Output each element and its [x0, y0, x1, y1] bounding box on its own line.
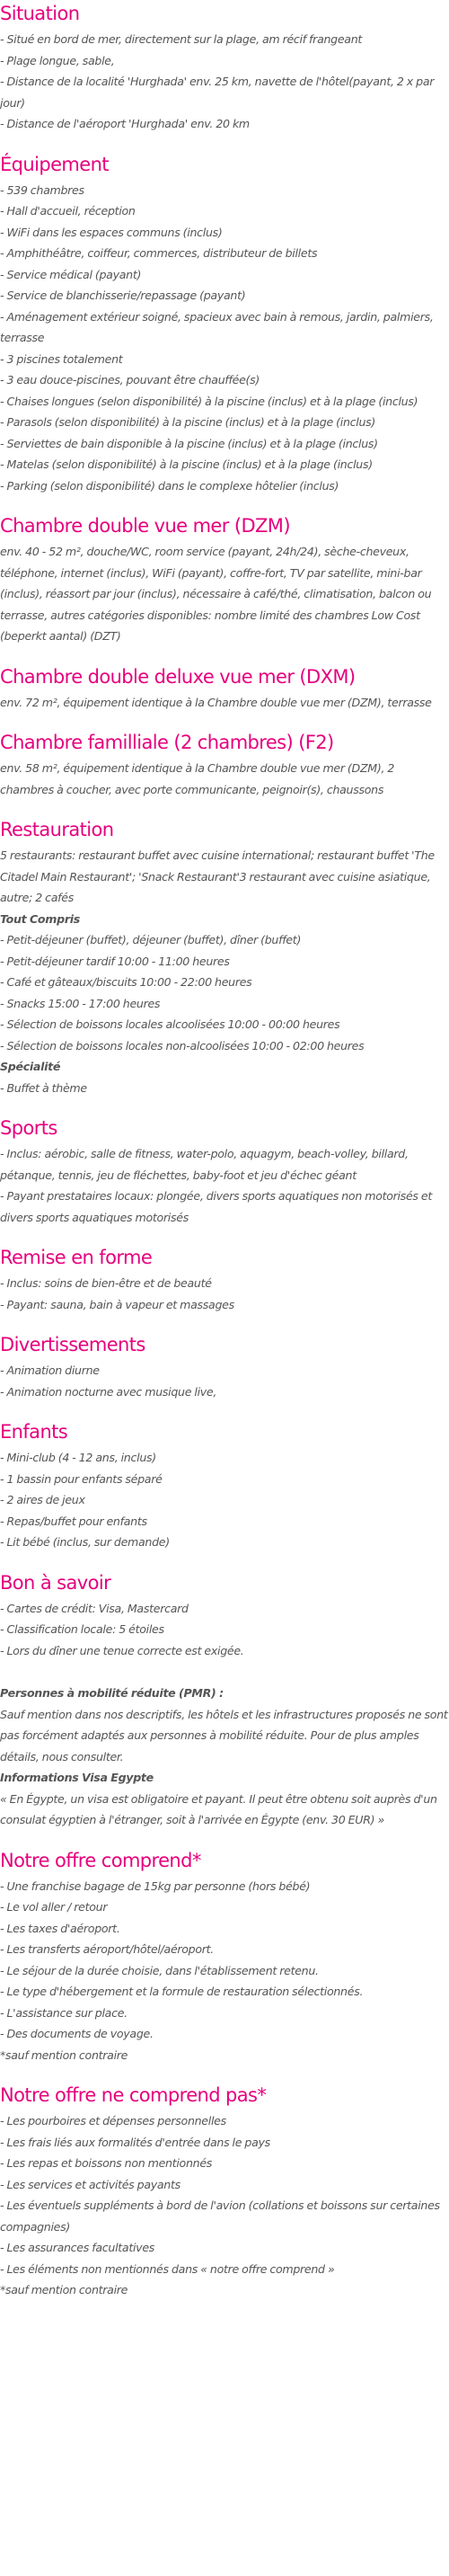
text-line: - Serviettes de bain disponible à la piscine (inclus) et à la plage (inclus) [0, 436, 378, 450]
section-body [0, 541, 449, 647]
text-line: - 539 chambres [0, 182, 84, 197]
section-équipement [0, 151, 449, 513]
text-line: - Le type d'hébergement et la formule de restauration sélectionnés. [0, 1985, 364, 1998]
subheading: Tout Compris [0, 911, 80, 926]
text-line: - Chaises longues (selon disponibilité) à la piscine (inclus) et à la plage (inclus) [0, 394, 418, 408]
text-line: - Matelas (selon disponibilité) à la piscine (inclus) et à la plage (inclus) [0, 457, 373, 471]
section-restauration [0, 816, 449, 1115]
text-line: - 3 piscines totalement [0, 351, 123, 366]
section-title: Équipement [0, 153, 109, 175]
text-line: - Sélection de boissons locales non-alcoolisées 10:00 - 02:00 heures [0, 1038, 365, 1053]
text-line: - Classification locale: 5 étoiles [0, 1622, 164, 1636]
text-line: env. 40 - 52 m², douche/WC, room service (payant, 24h/24), sèche-cheveux, téléphone, internet (inclus), WiFi (payant), coffre-fort, TV par satellite, mini-bar (inclus), réassort par jour (inclus), nécessaire à café/thé, climatisation, balcon ou terrasse, autres catégories disponibles: nombre limité des chambres Low Cost (beperkt aantal) (DZT) [0, 545, 432, 643]
section-title: Remise en forme [0, 1247, 153, 1268]
section-situation [0, 0, 449, 151]
blank-line [0, 1661, 449, 1683]
text-line: - Les pourboires et dépenses personnelles [0, 2114, 226, 2127]
text-line: - Café et gâteaux/biscuits 10:00 - 22:00 heures [0, 975, 252, 989]
text-line: - Distance de la localité 'Hurghada' env. 25 km, navette de l'hôtel(payant, 2 x par jour) [0, 75, 435, 110]
subheading: Personnes à mobilité réduite (PMR) : [0, 1686, 224, 1700]
section-gap [0, 135, 449, 151]
text-line: - Petit-déjeuner (buffet), déjeuner (buffet), dîner (buffet) [0, 933, 302, 946]
section-gap [0, 1228, 449, 1244]
section-body [0, 180, 449, 497]
section-bon-à-savoir [0, 1569, 449, 1847]
section-title: Bon à savoir [0, 1571, 111, 1594]
text-line: 5 restaurants: restaurant buffet avec cuisine international; restaurant buffet 'The Citadel Main Restaurant'; 'Snack Restaurant'3 restaurant avec cuisine asiatique, autre; 2 cafés [0, 848, 435, 904]
section-chambre-familliale-2-chambres-f2 [0, 729, 449, 816]
text-line: - 3 eau douce-piscines, pouvant être chauffée(s) [0, 373, 260, 386]
text-line: - Le séjour de la durée choisie, dans l'établissement retenu. [0, 1963, 319, 1977]
section-body [0, 2110, 449, 2301]
section-gap [0, 713, 449, 729]
text-line: - Le vol aller / retour [0, 1900, 108, 1914]
section-title: Situation [0, 3, 80, 24]
text-line: - Parasols (selon disponibilité) à la piscine (inclus) et à la plage (inclus) [0, 415, 376, 429]
section-sports [0, 1115, 449, 1244]
text-line: - Distance de l'aéroport 'Hurghada' env. 20 km [0, 117, 250, 130]
text-line: - Les éléments non mentionnés dans « notre offre comprend » [0, 2261, 335, 2276]
section-gap [0, 1402, 449, 1418]
text-line: - Snacks 15:00 - 17:00 heures [0, 996, 161, 1010]
text-line: - Hall d'accueil, réception [0, 204, 136, 218]
text-line: - Une franchise bagage de 15kg par personne (hors bébé) [0, 1879, 311, 1893]
section-title: Notre offre comprend* [0, 1849, 201, 1871]
section-body [0, 1447, 449, 1553]
section-gap [0, 1315, 449, 1331]
text-line: - Parking (selon disponibilité) dans le complexe hôtelier (inclus) [0, 478, 339, 493]
text-line: env. 58 m², équipement identique à la Chambre double vue mer (DZM), 2 chambres à coucher, avec porte communicante, peignoir(s), chaussons [0, 761, 395, 796]
section-body [0, 758, 449, 800]
text-line: env. 72 m², équipement identique à la Chambre double vue mer (DZM), terrasse [0, 695, 432, 709]
section-body [0, 1876, 449, 2066]
text-line: *sauf mention contraire [0, 2283, 128, 2296]
text-line: - Lit bébé (inclus, sur demande) [0, 1535, 170, 1549]
section-chambre-double-deluxe-vue-mer-dxm [0, 663, 449, 730]
section-gap [0, 1831, 449, 1847]
text-line: - Inclus: soins de bien-être et de beauté [0, 1276, 212, 1290]
text-line: - Amphithéâtre, coiffeur, commerces, distributeur de billets [0, 246, 318, 260]
text-line: - Les services et activités payants [0, 2177, 180, 2191]
text-line: - Sélection de boissons locales alcoolisées 10:00 - 00:00 heures [0, 1017, 340, 1031]
section-title: Sports [0, 1117, 57, 1139]
section-title: Restauration [0, 819, 114, 840]
section-gap [0, 647, 449, 663]
text-line: - Payant prestataires locaux: plongée, divers sports aquatiques non motorisés et divers sports aquatiques motorisés [0, 1189, 432, 1224]
text-line: - Inclus: aérobic, salle de fitness, water-polo, aquagym, beach-volley, billard, pétanque, tennis, jeu de fléchettes, baby-foot et jeu d'échec géant [0, 1147, 409, 1182]
text-line: - Petit-déjeuner tardif 10:00 - 11:00 heures [0, 954, 230, 968]
text-line: - Mini-club (4 - 12 ans, inclus) [0, 1451, 156, 1464]
section-gap [0, 800, 449, 816]
section-chambre-double-vue-mer-dzm [0, 512, 449, 663]
text-line: - Les assurances facultatives [0, 2241, 155, 2254]
text-line: - 2 aires de jeux [0, 1493, 85, 1506]
text-line: - Les repas et boissons non mentionnés [0, 2156, 213, 2170]
section-divertissements [0, 1331, 449, 1418]
text-line: - Situé en bord de mer, directement sur la plage, am récif frangeant [0, 32, 363, 46]
section-title: Enfants [0, 1421, 68, 1443]
subheading: Spécialité [0, 1060, 61, 1073]
text-line: - L'assistance sur place. [0, 2005, 128, 2020]
text-line: - Les taxes d'aéroport. [0, 1921, 120, 1935]
section-gap [0, 2065, 449, 2082]
section-body [0, 1360, 449, 1402]
text-line: - Service médical (payant) [0, 267, 142, 281]
text-line: - Lors du dîner une tenue correcte est exigée. [0, 1643, 244, 1657]
section-title: Chambre double deluxe vue mer (DXM) [0, 665, 356, 688]
section-enfants [0, 1418, 449, 1569]
subheading: Informations Visa Egypte [0, 1771, 154, 1784]
text-line: - Repas/buffet pour enfants [0, 1514, 147, 1528]
text-line: - Les éventuels suppléments à bord de l'avion (collations et boissons sur certaines compagnies) [0, 2198, 440, 2234]
text-line: - Les transferts aéroport/hôtel/aéroport. [0, 1942, 215, 1956]
section-title: Chambre familliale (2 chambres) (F2) [0, 732, 334, 753]
section-body [0, 29, 449, 135]
section-gap [0, 1098, 449, 1115]
text-line: - Les frais liés aux formalités d'entrée dans le pays [0, 2135, 270, 2149]
section-title: Divertissements [0, 1334, 145, 1355]
section-remise-en-forme [0, 1244, 449, 1331]
text-line: - Animation nocturne avec musique live, [0, 1384, 217, 1399]
section-gap [0, 2301, 449, 2317]
section-gap [0, 496, 449, 512]
text-line: - 1 bassin pour enfants séparé [0, 1471, 163, 1486]
section-notre-offre-comprend [0, 1847, 449, 2083]
text-line: « En Égypte, un visa est obligatoire et payant. Il peut être obtenu soit auprès d'un consulat égyptien à l'étranger, soit à l'arrivée en Égypte (env. 30 EUR) » [0, 1791, 437, 1826]
section-gap [0, 1553, 449, 1569]
section-title: Chambre double vue mer (DZM) [0, 515, 290, 537]
text-line: - Buffet à thème [0, 1080, 87, 1095]
text-line: - Service de blanchisserie/repassage (payant) [0, 289, 246, 302]
section-body [0, 1273, 449, 1315]
section-body [0, 692, 449, 714]
text-line: Sauf mention dans nos descriptifs, les hôtels et les infrastructures proposés ne sont pas forcément adaptés aux personnes à mobilité réduite. Pour de plus amples détails, nous consulter. [0, 1707, 448, 1763]
text-line: - Aménagement extérieur soigné, spacieux avec bain à remous, jardin, palmiers, terrasse [0, 309, 434, 344]
text-line: - Animation diurne [0, 1364, 100, 1377]
section-body [0, 845, 449, 1098]
text-line: - Plage longue, sable, [0, 53, 115, 67]
section-body [0, 1598, 449, 1831]
text-line: - Payant: sauna, bain à vapeur et massages [0, 1297, 234, 1311]
section-title: Notre offre ne comprend pas* [0, 2084, 267, 2106]
text-line: *sauf mention contraire [0, 2047, 128, 2062]
text-line: - Cartes de crédit: Visa, Mastercard [0, 1601, 189, 1615]
text-line: - Des documents de voyage. [0, 2027, 154, 2040]
section-notre-offre-ne-comprend-pas [0, 2082, 449, 2317]
text-line: - WiFi dans les espaces communs (inclus) [0, 225, 223, 239]
section-body [0, 1143, 449, 1228]
